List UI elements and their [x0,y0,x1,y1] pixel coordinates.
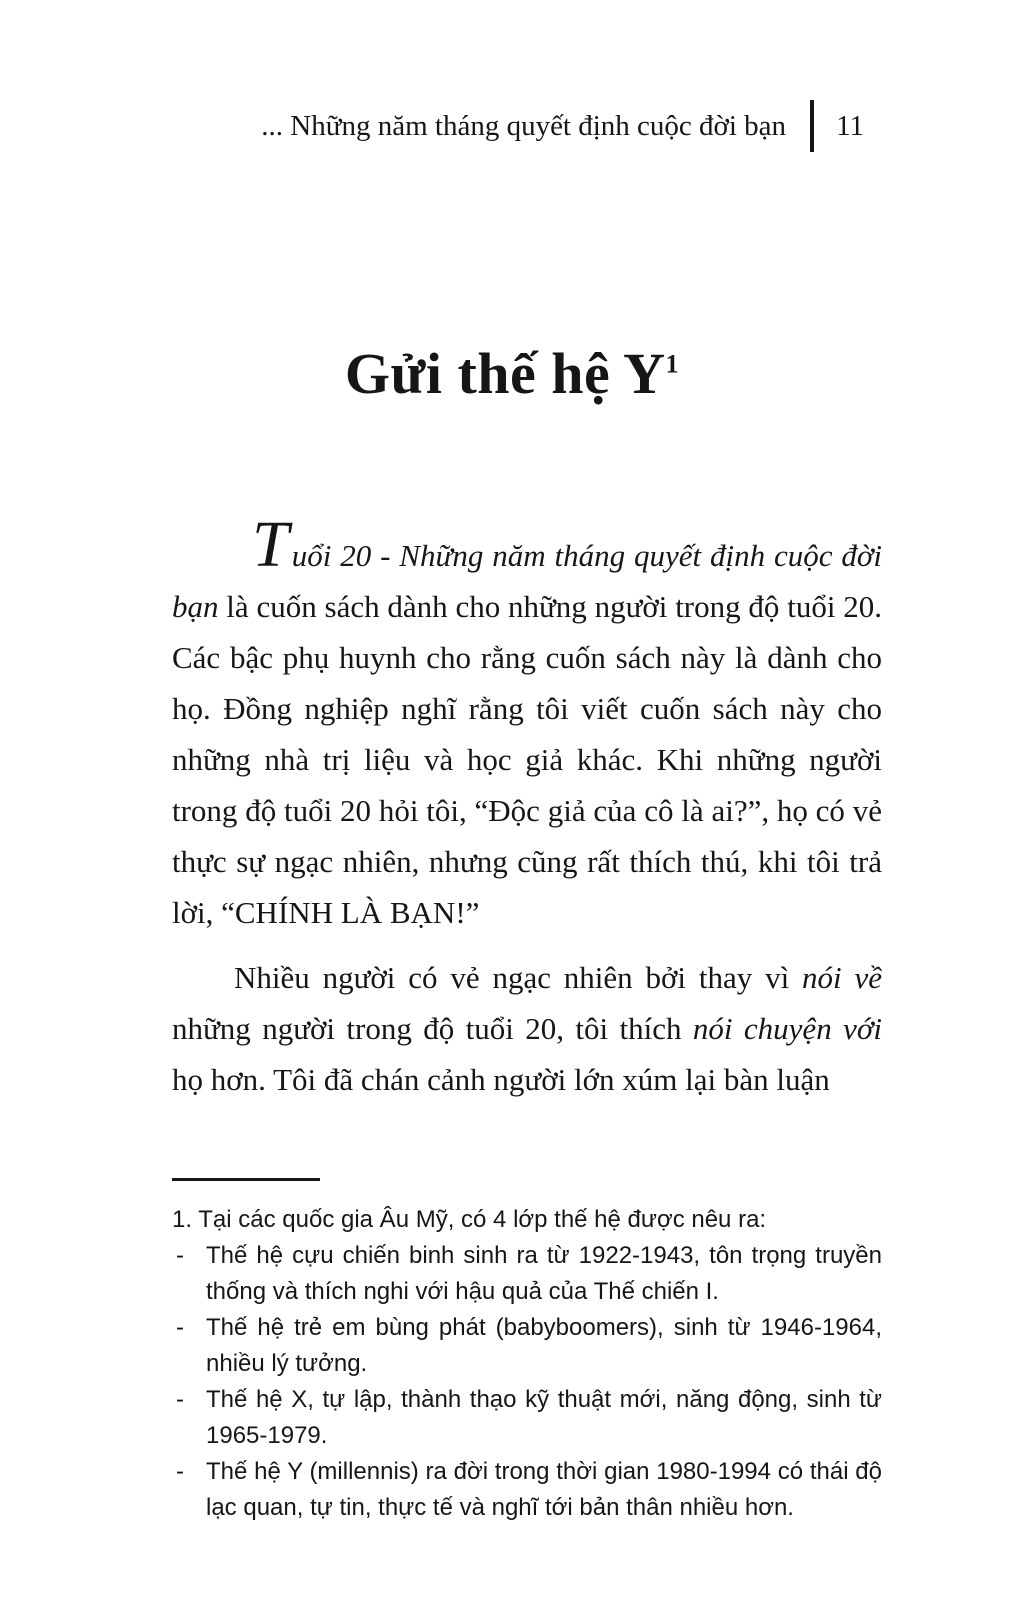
footnote-separator [172,1178,320,1181]
page-number: 11 [836,109,864,142]
drop-cap: T [252,508,289,581]
paragraph-2 [172,952,882,1105]
footnote-item-text: Thế hệ X, tự lập, thành thạo kỹ thuật mới, năng động, sinh từ 1965-1979. [206,1386,882,1449]
footnote-item-text: Thế hệ cựu chiến binh sinh ra từ 1922-1943, tôn trọng truyền thống và thích nghi với hậu quả của Thế chiến I. [206,1242,882,1305]
footnote-item [172,1454,882,1526]
chapter-title [0,340,1024,407]
footnote-item-marker: - [176,1314,184,1341]
footnote-item-marker: - [176,1242,184,1269]
footnote-item-text: Thế hệ Y (millennis) ra đời trong thời gian 1980-1994 có thái độ lạc quan, tự tin, thực tế và nghĩ tới bản thân nhiều hơn. [206,1458,882,1521]
chapter-title-footnote-ref: 1 [665,349,680,379]
footnote-item-marker: - [176,1458,184,1485]
paragraph-1 [172,508,882,938]
paragraph-2-text: Nhiều người có vẻ ngạc nhiên bởi thay vì nói về những người trong độ tuổi 20, tôi thích nói chuyện với họ hơn. Tôi đã chán cảnh người lớn xúm lại bàn luận [172,960,883,1097]
paragraph-1-text: uổi 20 - Những năm tháng quyết định cuộc đời bạn là cuốn sách dành cho những người trong độ tuổi 20. Các bậc phụ huynh cho rằng cuốn sách này là dành cho họ. Đồng nghiệp nghĩ rằng tôi viết cuốn sách này cho những nhà trị liệu và học giả khác. Khi những người trong độ tuổi 20 hỏi tôi, “Độc giả của cô là ai?”, họ có vẻ thực sự ngạc nhiên, nhưng cũng rất thích thú, khi tôi trả lời, “CHÍNH LÀ BẠN!” [172,538,882,930]
footnote-item [172,1310,882,1382]
page-header [0,100,864,152]
chapter-title-text: Gửi thế hệ Y [344,341,666,406]
footnote-item-text: Thế hệ trẻ em bùng phát (babyboomers), sinh từ 1946-1964, nhiều lý tưởng. [206,1314,882,1377]
footnote-item [172,1238,882,1310]
body-text [172,508,883,1105]
running-title: ... Những năm tháng quyết định cuộc đời bạn [261,109,787,142]
footnotes [172,1202,882,1526]
footnote-item-marker: - [176,1386,184,1413]
footnote-item [172,1382,882,1454]
footnote-intro: 1. Tại các quốc gia Âu Mỹ, có 4 lớp thế hệ được nêu ra: [172,1206,767,1233]
header-divider [810,100,814,152]
